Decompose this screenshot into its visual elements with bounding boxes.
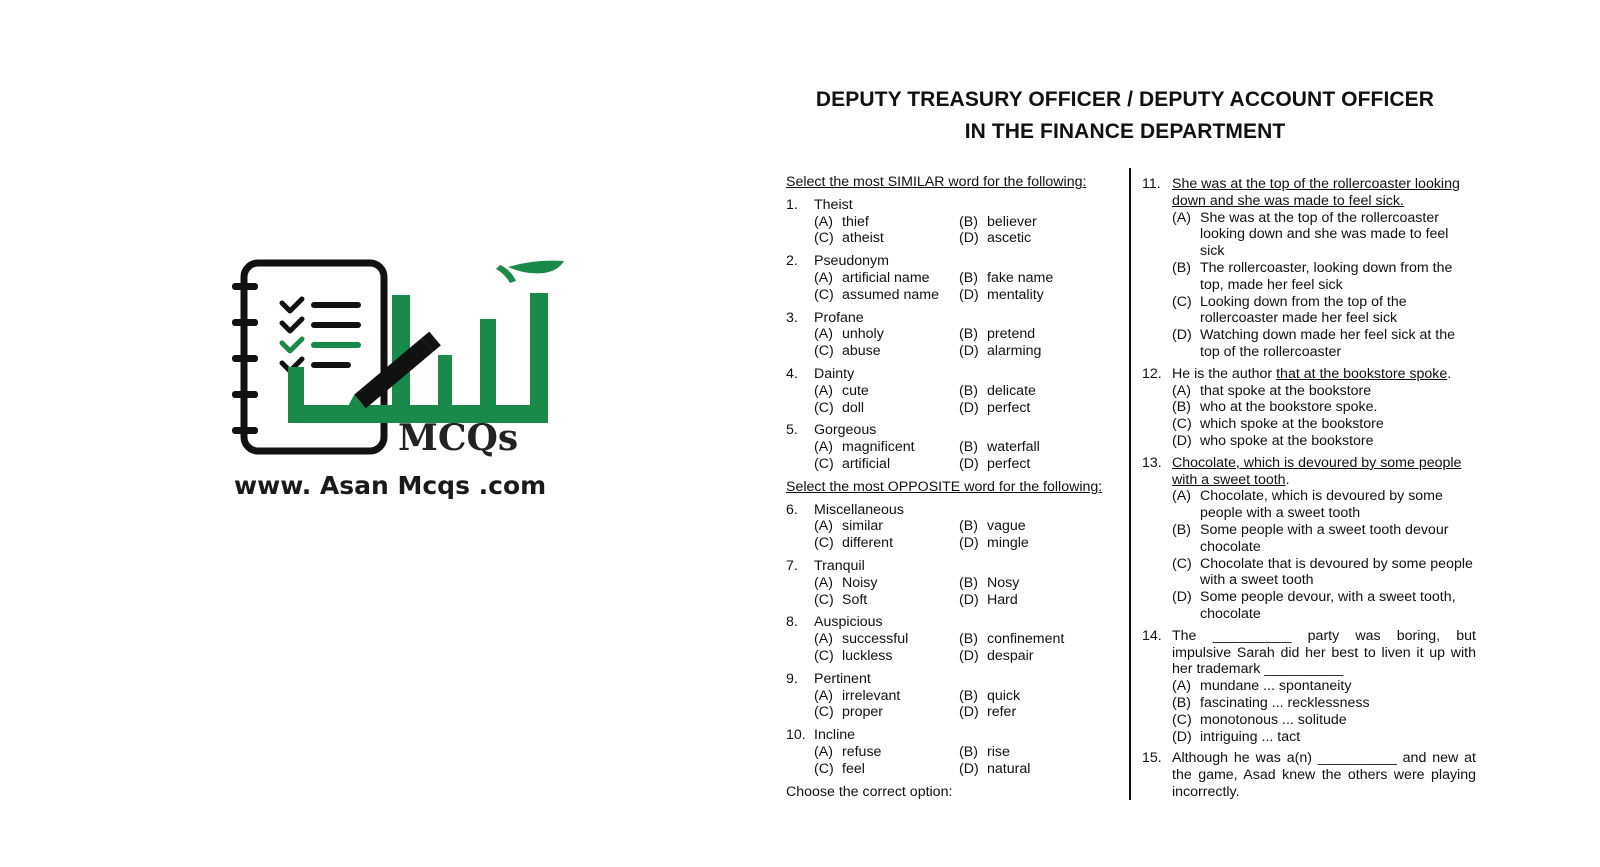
column-divider xyxy=(1129,168,1131,800)
website-url: www. Asan Mcqs .com xyxy=(234,471,547,500)
option-c: (C) monotonous ... solitude xyxy=(1172,711,1347,728)
option-b: (B) delicate xyxy=(959,382,1036,399)
option-a: (A) irrelevant xyxy=(814,687,901,704)
question-8 xyxy=(786,614,1118,664)
question-11 xyxy=(1142,176,1476,361)
footer-instruction: Choose the correct option: xyxy=(786,783,953,800)
question-number: 3. xyxy=(786,309,798,326)
option-c: (C) different xyxy=(814,535,894,552)
question-word: Gorgeous xyxy=(814,422,877,439)
question-number: 12. xyxy=(1142,365,1162,382)
question-stem: Although he was a(n) __________ and new at the game, Asad knew the others were playing incorrectly. xyxy=(1172,750,1476,800)
option-d: (D) mentality xyxy=(959,286,1044,303)
question-1 xyxy=(786,197,1118,247)
option-a: (A) cute xyxy=(814,382,869,399)
question-2 xyxy=(786,253,1118,303)
question-word: Auspicious xyxy=(814,614,883,631)
question-3 xyxy=(786,310,1118,360)
question-10 xyxy=(786,727,1118,777)
option-a: (A) Noisy xyxy=(814,574,878,591)
asan-mcqs-logo xyxy=(230,255,580,505)
question-stem: He is the author that at the bookstore spoke. xyxy=(1172,365,1452,382)
question-word: Tranquil xyxy=(814,557,865,574)
question-stem: The __________ party was boring, but impulsive Sarah did her best to liven it up with her trademark __________ xyxy=(1172,627,1476,678)
option-d: (D) perfect xyxy=(959,455,1031,472)
option-d: (D) perfect xyxy=(959,399,1031,416)
question-6 xyxy=(786,502,1118,552)
option-a: (A) that spoke at the bookstore xyxy=(1172,382,1372,399)
option-d: (D) Hard xyxy=(959,591,1018,608)
option-a: (A) similar xyxy=(814,518,883,535)
option-d: (D) mingle xyxy=(959,535,1029,552)
exam-title-line-1: DEPUTY TREASURY OFFICER / DEPUTY ACCOUNT OFFICER xyxy=(815,88,1435,111)
question-9 xyxy=(786,671,1118,721)
question-number: 9. xyxy=(786,670,798,687)
option-b: (B) fake name xyxy=(959,269,1054,286)
option-a: (A) magnificent xyxy=(814,439,915,456)
question-number: 8. xyxy=(786,614,798,631)
question-5 xyxy=(786,422,1118,472)
option-b: (B) believer xyxy=(959,213,1037,230)
question-number: 1. xyxy=(786,196,798,213)
option-d: (D) Some people devour, with a sweet tooth, chocolate xyxy=(1172,589,1456,622)
question-word: Pertinent xyxy=(814,670,871,687)
option-a: (A) unholy xyxy=(814,326,884,343)
option-c: (C) Soft xyxy=(814,591,868,608)
question-number: 14. xyxy=(1142,627,1162,644)
question-number: 4. xyxy=(786,365,798,382)
question-14 xyxy=(1142,628,1476,746)
question-word: Dainty xyxy=(814,365,855,382)
option-d: (D) intriguing ... tact xyxy=(1172,728,1301,745)
option-d: (D) natural xyxy=(959,760,1031,777)
option-b: (B) pretend xyxy=(959,326,1036,343)
question-stem: She was at the top of the rollercoaster looking down and she was made to feel sick. xyxy=(1172,176,1460,209)
question-number: 15. xyxy=(1142,750,1162,767)
mcqs-logo-text: MCQs xyxy=(398,417,519,459)
option-d: (D) Watching down made her feel sick at the top of the rollercoaster xyxy=(1172,327,1455,360)
option-b: (B) The rollercoaster, looking down from the top, made her feel sick xyxy=(1172,259,1453,293)
question-15 xyxy=(1142,750,1476,800)
question-number: 11. xyxy=(1142,176,1161,192)
question-number: 7. xyxy=(786,557,798,574)
option-b: (B) who at the bookstore spoke. xyxy=(1172,399,1378,416)
question-4 xyxy=(786,366,1118,416)
option-c: (C) which spoke at the bookstore xyxy=(1172,416,1384,433)
question-number: 2. xyxy=(786,253,798,270)
option-b: (B) vague xyxy=(959,518,1026,535)
option-c: (C) luckless xyxy=(814,647,893,664)
question-word: Pseudonym xyxy=(814,253,889,270)
option-a: (A) successful xyxy=(814,631,909,648)
question-word: Miscellaneous xyxy=(814,501,904,518)
right-column xyxy=(1142,174,1476,806)
option-b: (B) confinement xyxy=(959,631,1065,648)
option-c: (C) feel xyxy=(814,760,865,777)
option-a: (A) thief xyxy=(814,213,869,230)
option-b: (B) fascinating ... recklessness xyxy=(1172,694,1370,711)
section-similar-heading: Select the most SIMILAR word for the following: xyxy=(786,174,1087,190)
question-13: 13. Chocolate, which is devoured by some people with a sweet tooth. (A) Chocolate, which is devoured by some people with a sweet tooth (B) Some people with a sweet tooth devour chocolate (C) Chocolate that is devoured by some people with a sweet tooth (D) Some people devour, with a sweet tooth, chocolate xyxy=(1142,455,1476,623)
question-number: 13. xyxy=(1142,454,1162,471)
question-word: Profane xyxy=(814,309,864,326)
option-d: (D) despair xyxy=(959,647,1034,664)
option-d: (D) ascetic xyxy=(959,230,1032,247)
option-a: (A) mundane ... spontaneity xyxy=(1172,678,1352,695)
question-number: 5. xyxy=(786,422,798,439)
option-c: (C) Looking down from the top of the rollercoaster made her feel sick xyxy=(1172,293,1407,327)
exam-title-line-2: IN THE FINANCE DEPARTMENT xyxy=(964,120,1286,143)
section-opposite-heading: Select the most OPPOSITE word for the following: xyxy=(786,478,1103,495)
left-column xyxy=(786,174,1118,800)
option-a: (A) artificial name xyxy=(814,269,930,286)
option-c: (C) abuse xyxy=(814,343,881,360)
question-number: 10. xyxy=(786,727,806,744)
exam-paper xyxy=(780,80,1500,820)
option-d: (D) who spoke at the bookstore xyxy=(1172,432,1374,449)
question-word: Theist xyxy=(814,196,853,213)
question-number: 6. xyxy=(786,501,798,518)
option-b: (B) Nosy xyxy=(959,574,1020,591)
option-b: (B) rise xyxy=(959,743,1010,760)
question-word: Incline xyxy=(814,727,856,744)
option-c: (C) assumed name xyxy=(814,286,939,303)
option-d: (D) refer xyxy=(959,704,1017,721)
option-c: (C) doll xyxy=(814,399,865,416)
option-b: (B) Some people with a sweet tooth devour chocolate xyxy=(1172,521,1449,555)
option-c: (C) artificial xyxy=(814,455,891,472)
option-c: (C) Chocolate that is devoured by some people with a sweet tooth xyxy=(1172,555,1473,589)
option-d: (D) alarming xyxy=(959,343,1042,360)
option-a: (A) She was at the top of the rollercoaster looking down and she was made to feel sick xyxy=(1172,209,1449,260)
option-b: (B) quick xyxy=(959,687,1021,704)
option-b: (B) waterfall xyxy=(959,439,1040,456)
option-c: (C) atheist xyxy=(814,230,884,247)
option-a: (A) Chocolate, which is devoured by some people with a sweet tooth xyxy=(1172,488,1443,522)
option-c: (C) proper xyxy=(814,704,884,721)
question-stem: Chocolate, which is devoured by some people with a sweet tooth xyxy=(1172,454,1462,488)
question-12 xyxy=(1142,366,1476,450)
option-a: (A) refuse xyxy=(814,743,882,760)
question-7 xyxy=(786,558,1118,608)
